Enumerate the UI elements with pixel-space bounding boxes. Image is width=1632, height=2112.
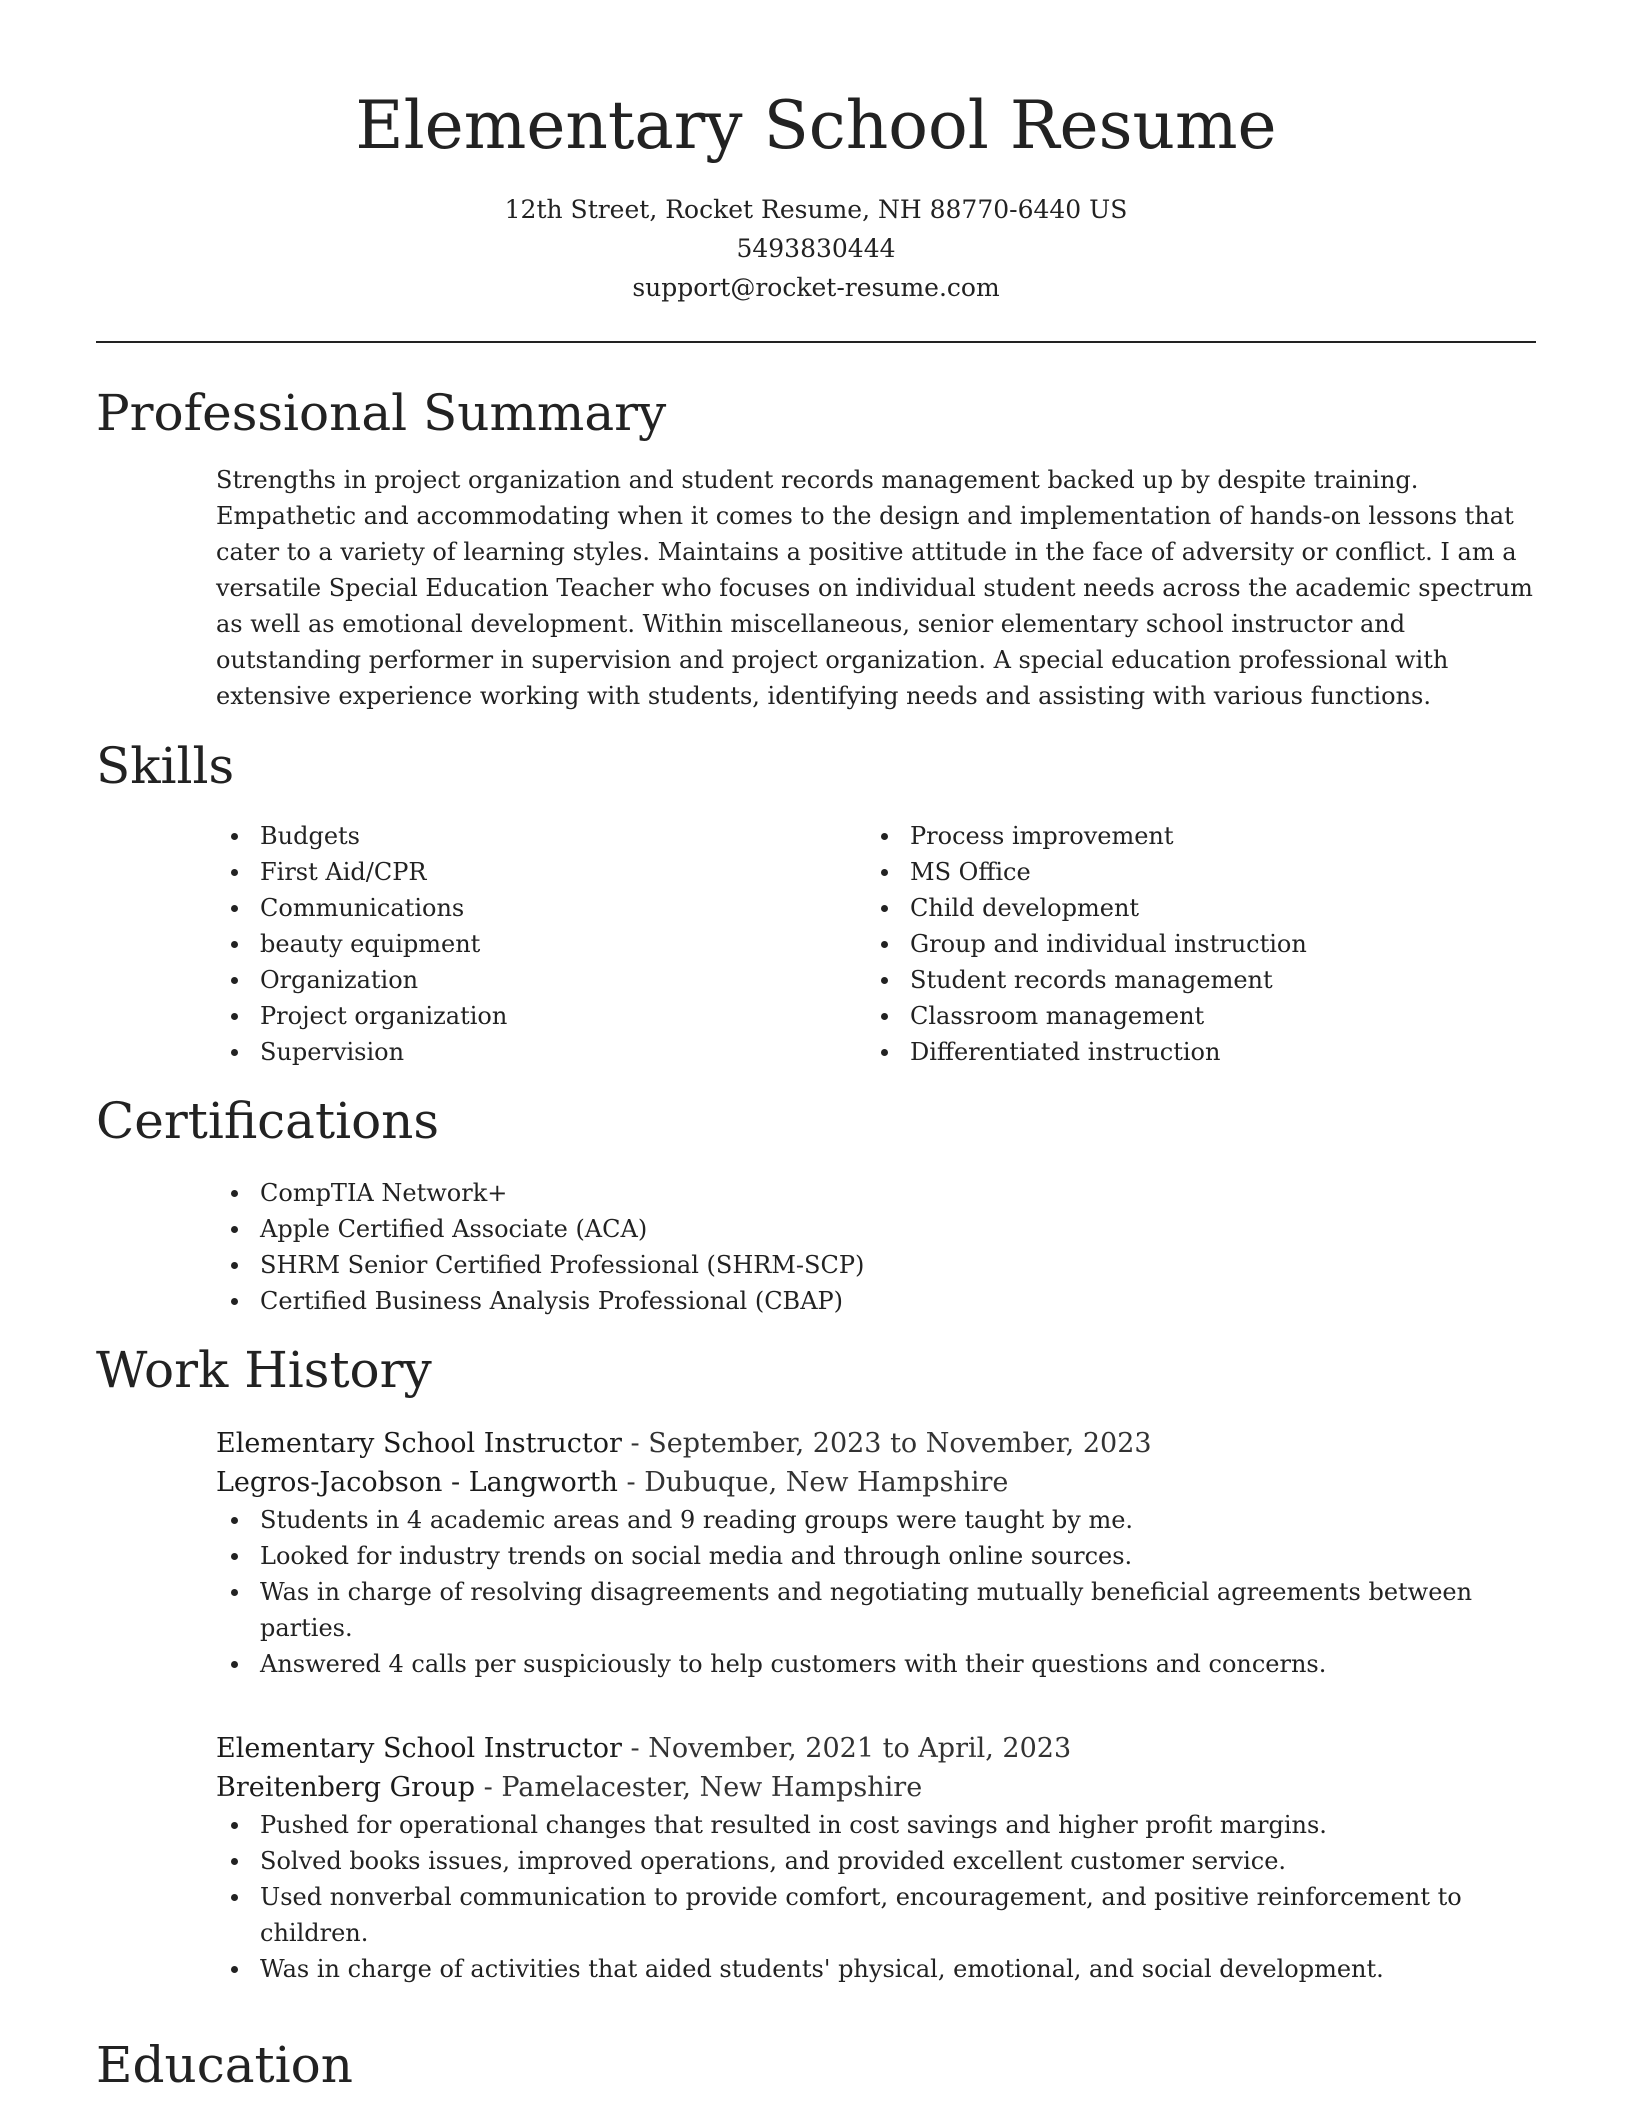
job-title: Elementary School Instructor xyxy=(216,1428,622,1459)
job-company: Legros-Jacobson - Langworth xyxy=(216,1467,618,1498)
separator: - xyxy=(621,1428,649,1459)
resume-title: Elementary School Resume xyxy=(355,87,1277,164)
job-location: Pamelacester, New Hampshire xyxy=(501,1772,923,1803)
skill-item: Group and individual instruction xyxy=(866,926,1506,962)
skill-item: First Aid/CPR xyxy=(216,854,816,890)
job-title-line xyxy=(216,1424,1516,1463)
certifications-heading: Certifications xyxy=(96,1092,440,1150)
job-company-line xyxy=(216,1768,1516,1807)
job-duty: Looked for industry trends on social media and through online sources. xyxy=(216,1538,1476,1574)
certifications-list xyxy=(216,1175,1116,1319)
certification-item: SHRM Senior Certified Professional (SHRM-SCP) xyxy=(216,1247,1116,1283)
job-dates: November, 2021 to April, 2023 xyxy=(648,1733,1072,1764)
education-heading: Education xyxy=(96,2036,353,2094)
skill-item: Child development xyxy=(866,890,1506,926)
summary-heading: Professional Summary xyxy=(96,384,667,442)
skill-item: Project organization xyxy=(216,998,816,1034)
separator: - xyxy=(621,1733,649,1764)
job-duty: Was in charge of activities that aided students' physical, emotional, and social development. xyxy=(216,1951,1476,1987)
job-duty: Was in charge of resolving disagreements and negotiating mutually beneficial agreements between parties. xyxy=(216,1574,1476,1646)
skill-item: Classroom management xyxy=(866,998,1506,1034)
job-entry xyxy=(216,1424,1516,1682)
skill-item: Organization xyxy=(216,962,816,998)
skill-item: MS Office xyxy=(866,854,1506,890)
skill-item: beauty equipment xyxy=(216,926,816,962)
skill-item: Process improvement xyxy=(866,818,1506,854)
separator: - xyxy=(617,1467,645,1498)
skill-item: Student records management xyxy=(866,962,1506,998)
header-divider xyxy=(96,341,1536,343)
skill-item: Supervision xyxy=(216,1034,816,1070)
phone: 5493830444 xyxy=(736,234,896,263)
job-title: Elementary School Instructor xyxy=(216,1733,622,1764)
job-duties xyxy=(216,1807,1476,1987)
skills-heading: Skills xyxy=(96,737,235,795)
job-duty: Answered 4 calls per suspiciously to help customers with their questions and concerns. xyxy=(216,1646,1476,1682)
job-company-line xyxy=(216,1463,1516,1502)
skills-column-left xyxy=(216,818,816,1070)
job-title-line xyxy=(216,1729,1516,1768)
job-duties xyxy=(216,1502,1476,1682)
skill-item: Budgets xyxy=(216,818,816,854)
job-duty: Students in 4 academic areas and 9 reading groups were taught by me. xyxy=(216,1502,1476,1538)
separator: - xyxy=(475,1772,502,1803)
certification-item: Certified Business Analysis Professional (CBAP) xyxy=(216,1283,1116,1319)
job-duty: Pushed for operational changes that resulted in cost savings and higher profit margins. xyxy=(216,1807,1476,1843)
job-entry xyxy=(216,1729,1516,1987)
skills-column-right xyxy=(866,818,1506,1070)
certification-item: Apple Certified Associate (ACA) xyxy=(216,1211,1116,1247)
job-location: Dubuque, New Hampshire xyxy=(644,1467,1009,1498)
skill-item: Communications xyxy=(216,890,816,926)
contact-block xyxy=(96,190,1536,307)
email: support@rocket-resume.com xyxy=(632,273,1000,302)
work-history-heading: Work History xyxy=(96,1341,432,1399)
job-duty: Solved books issues, improved operations, and provided excellent customer service. xyxy=(216,1843,1476,1879)
certification-item: CompTIA Network+ xyxy=(216,1175,1116,1211)
job-duty: Used nonverbal communication to provide comfort, encouragement, and positive reinforcement to children. xyxy=(216,1879,1476,1951)
job-company: Breitenberg Group xyxy=(216,1772,476,1803)
summary-text: Strengths in project organization and student records management backed up by despite training. Empathetic and accommodating when it comes to the design and implementation of hands-on lessons that cater to a variety of learning styles. Maintains a positive attitude in the face of adversity or conflict. I am a versatile Special Education Teacher who focuses on individual student needs across the academic spectrum as well as emotional development. Within miscellaneous, senior elementary school instructor and outstanding performer in supervision and project organization. A special education professional with extensive experience working with students, identifying needs and assisting with various functions. xyxy=(216,466,1533,710)
skill-item: Differentiated instruction xyxy=(866,1034,1506,1070)
job-dates: September, 2023 to November, 2023 xyxy=(648,1428,1152,1459)
address: 12th Street, Rocket Resume, NH 88770-6440 US xyxy=(504,195,1128,224)
